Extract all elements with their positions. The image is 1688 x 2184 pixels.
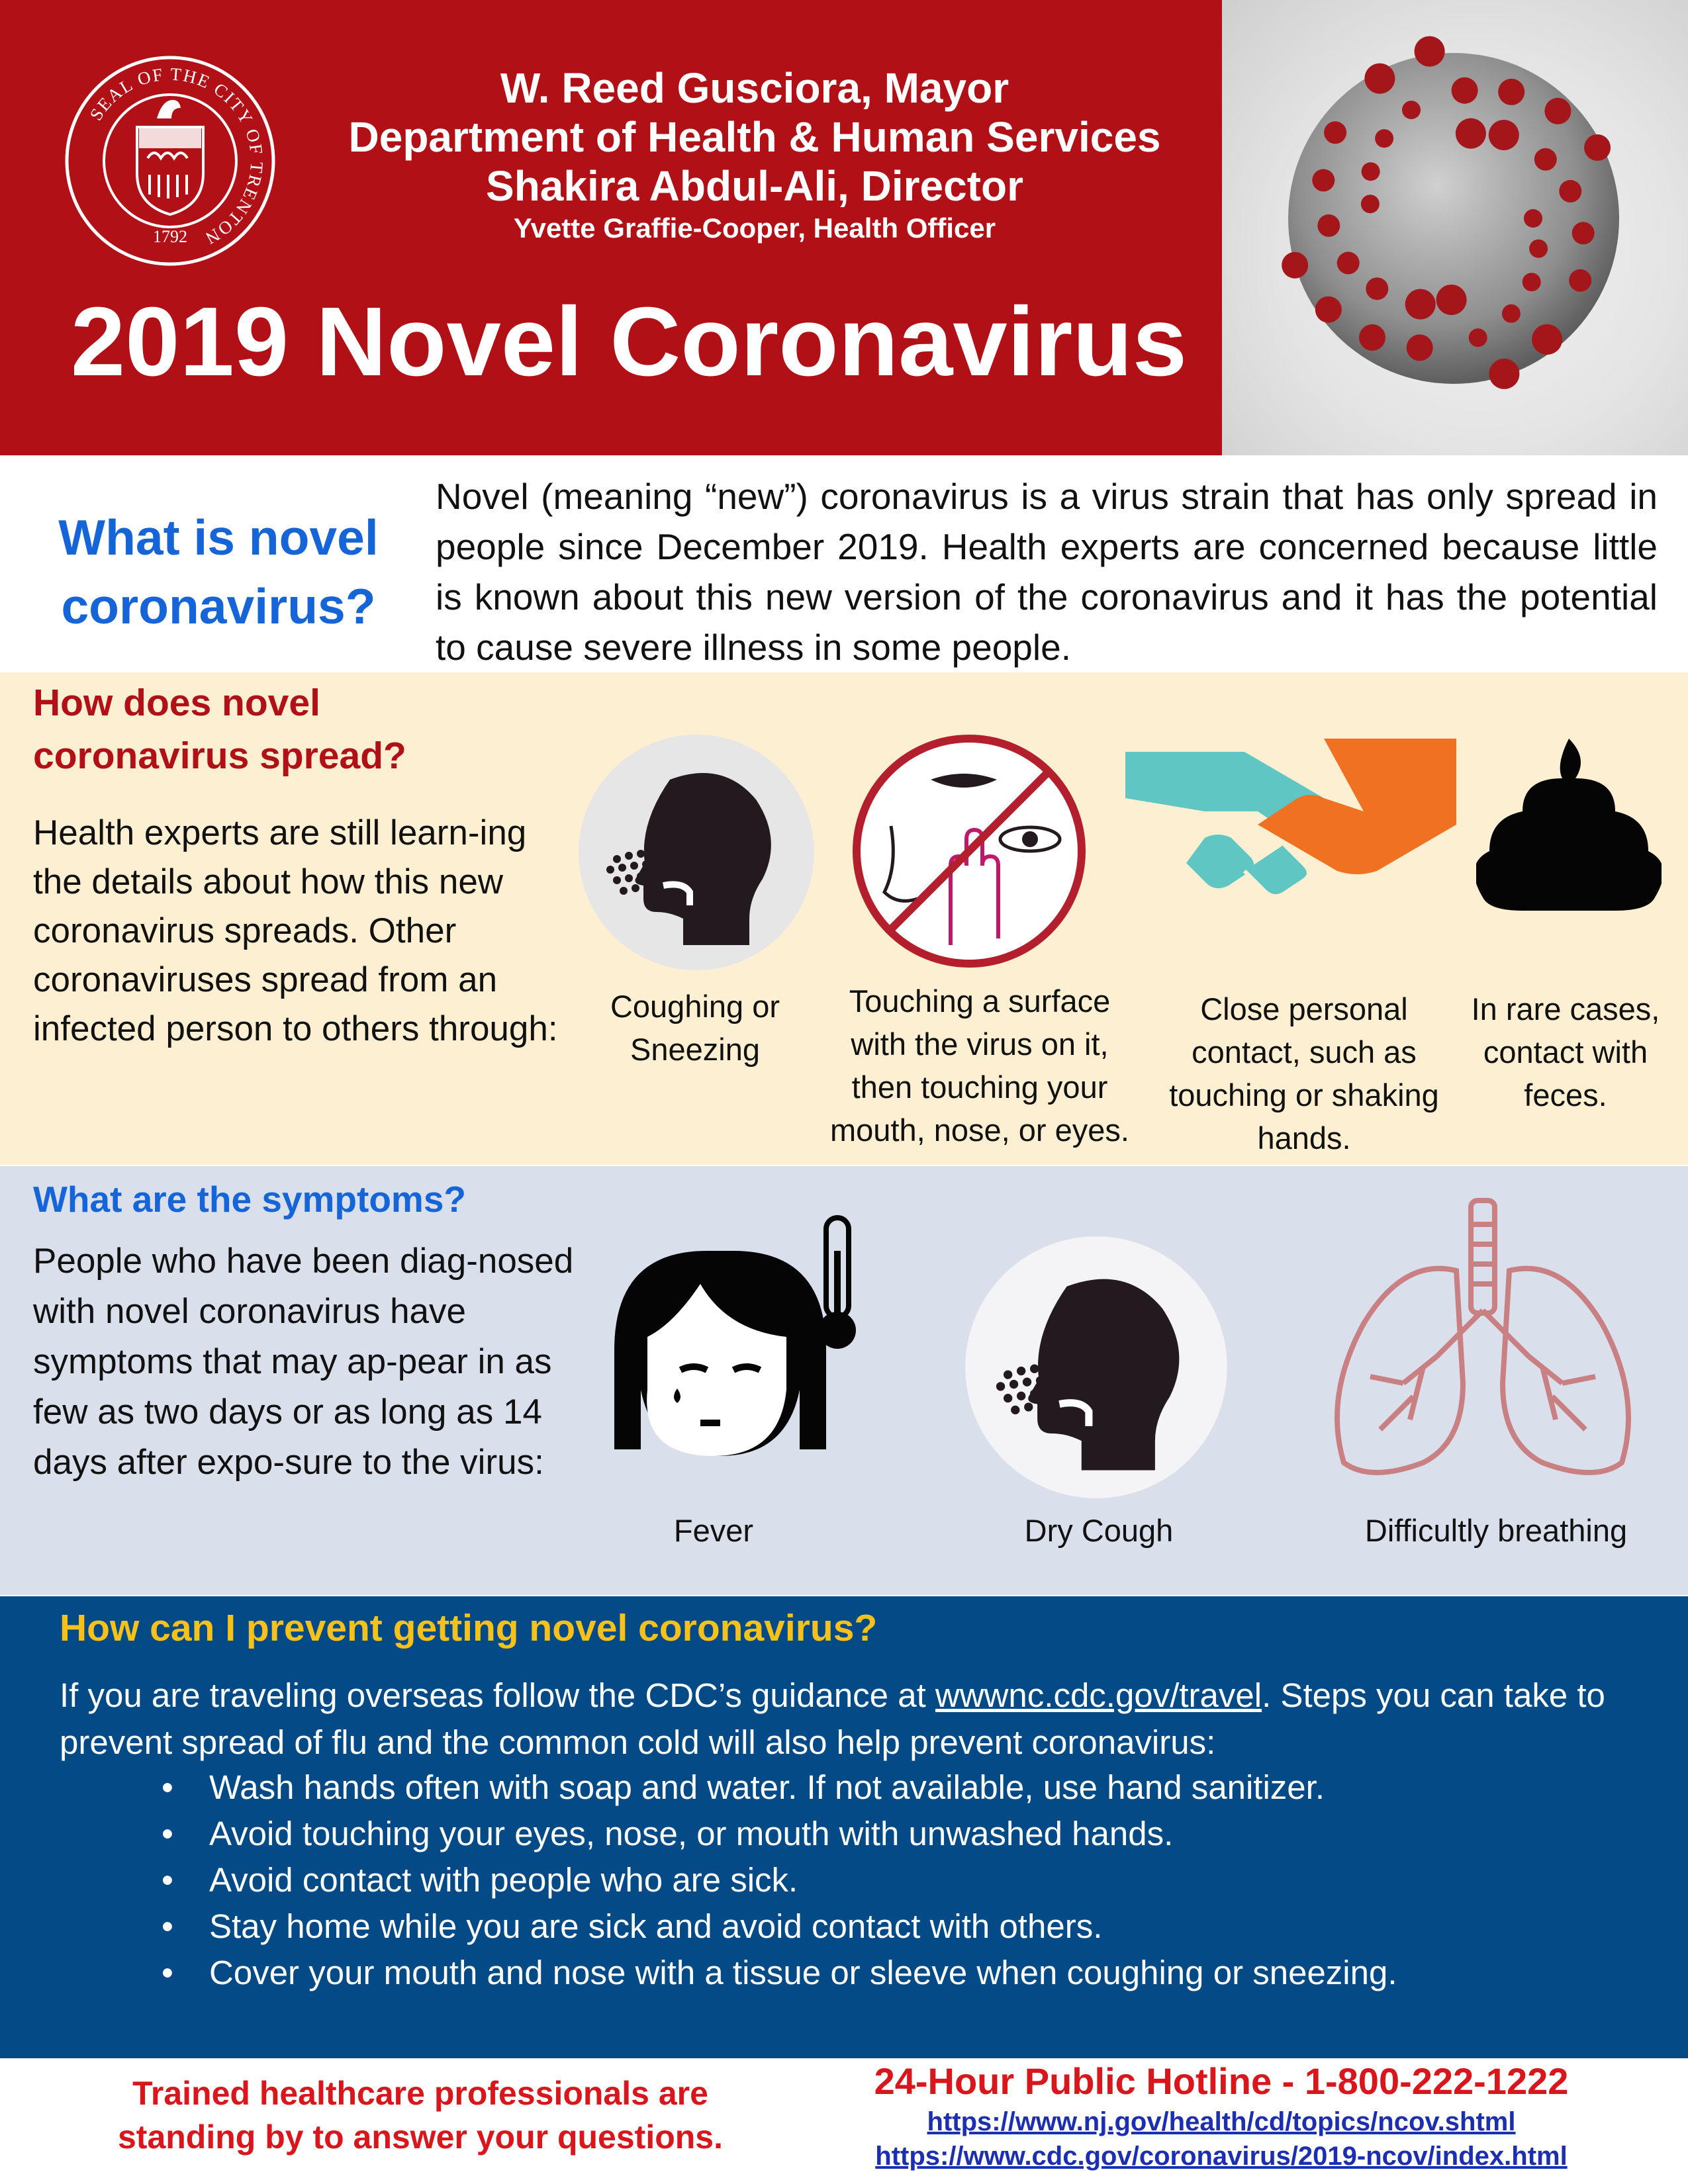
seal-year: 1792 xyxy=(153,227,187,246)
virus-spike-icon xyxy=(1456,118,1486,149)
footer-message: Trained healthcare professionals are standing by to answer your questions. xyxy=(117,2075,723,2156)
virus-spike-icon xyxy=(1359,324,1385,351)
prevent-heading: How can I prevent getting novel coronavirus? xyxy=(60,1607,878,1649)
feces-icon xyxy=(1476,739,1662,911)
dry-cough-icon xyxy=(964,1235,1229,1500)
list-item: • Avoid touching your eyes, nose, or mouth with unwashed hands. xyxy=(156,1811,1652,1857)
virus-spike-icon xyxy=(1317,214,1340,237)
header-text xyxy=(291,64,1218,246)
virus-spike-icon xyxy=(1532,324,1562,355)
handshake-icon xyxy=(1125,725,1470,944)
virus-spike-icon xyxy=(1498,79,1524,105)
coronavirus-illustration-icon xyxy=(1222,0,1688,455)
virus-spike-icon xyxy=(1523,273,1541,291)
spread-caption-contact: Close personal contact, such as touching or shaking hands. xyxy=(1169,991,1439,1156)
prevent-list xyxy=(156,1764,1652,1996)
virus-spike-icon xyxy=(1402,101,1421,119)
list-item: • Cover your mouth and nose with a tissue or sleeve when coughing or sneezing. xyxy=(156,1950,1652,1996)
spread-caption-surface: Touching a surface with the virus on it, then touching your mouth, nose, or eyes. xyxy=(830,983,1129,1148)
symptoms-body: People who have been diag-nosed with novel coronavirus have symptoms that may ap-pear in as few as two days or as long as 14 days after expo-sure to the virus: xyxy=(33,1242,574,1482)
spread-caption-feces: In rare cases, contact with feces. xyxy=(1471,991,1660,1113)
director-line: Shakira Abdul-Ali, Director xyxy=(486,162,1023,210)
symptoms-heading: What are the symptoms? xyxy=(33,1179,467,1220)
spread-body: Health experts are still learn-ing the details about how this new coronavirus spreads. Other coronaviruses spread from an infected person to others through: xyxy=(33,813,558,1048)
virus-spike-icon xyxy=(1362,162,1380,181)
page-title: 2019 Novel Coronavirus xyxy=(70,287,1188,396)
no-touch-face-icon xyxy=(851,733,1087,969)
virus-spike-icon xyxy=(1502,304,1521,323)
virus-spike-icon xyxy=(1364,64,1395,94)
virus-spike-icon xyxy=(1572,222,1595,244)
symptom-label-fever: Fever xyxy=(673,1513,754,1548)
virus-spike-icon xyxy=(1337,251,1360,274)
coughing-head-icon xyxy=(577,733,816,972)
virus-spike-icon xyxy=(1407,334,1433,361)
virus-spike-icon xyxy=(1584,134,1611,161)
virus-spike-icon xyxy=(1529,240,1548,258)
virus-spike-icon xyxy=(1569,269,1591,292)
footer-contacts xyxy=(808,2058,1635,2173)
cdc-coronavirus-link[interactable]: https://www.cdc.gov/coronavirus/2019-ncov/index.html xyxy=(875,2142,1568,2171)
virus-spike-icon xyxy=(1469,328,1487,347)
virus-spike-icon xyxy=(1366,277,1388,300)
virus-spike-icon xyxy=(1544,98,1571,124)
department-line: Department of Health & Human Services xyxy=(348,113,1161,161)
virus-spike-icon xyxy=(1452,77,1478,104)
list-item: • Avoid contact with people who are sick. xyxy=(156,1857,1652,1903)
virus-spike-icon xyxy=(1315,296,1342,323)
seal-ring-text: SEAL OF THE CITY OF TRENTON xyxy=(85,64,267,249)
mayor-line: W. Reed Gusciora, Mayor xyxy=(500,64,1009,112)
virus-spike-icon xyxy=(1489,359,1519,389)
spread-caption-cough: Coughing or Sneezing xyxy=(610,989,780,1067)
virus-spike-icon xyxy=(1489,120,1519,150)
spread-heading: How does novel coronavirus spread? xyxy=(33,682,406,777)
virus-spike-icon xyxy=(1282,252,1308,279)
virus-image xyxy=(1222,0,1688,455)
list-item: • Stay home while you are sick and avoid contact with others. xyxy=(156,1903,1652,1950)
city-seal-icon xyxy=(65,56,275,266)
health-officer-line: Yvette Graffie-Cooper, Health Officer xyxy=(513,212,996,244)
virus-spike-icon xyxy=(1534,148,1557,171)
symptom-label-cough: Dry Cough xyxy=(1024,1513,1174,1548)
prevent-intro: If you are traveling overseas follow the CDC’s guidance at wwwnc.cdc.gov/travel. Steps you can take to prevent spread of flu and the common cold will also help prevent coronavirus: xyxy=(60,1676,1605,1761)
virus-spike-icon xyxy=(1436,285,1467,315)
virus-spike-icon xyxy=(1361,195,1380,213)
virus-spike-icon xyxy=(1559,180,1581,203)
cdc-travel-link[interactable]: wwwnc.cdc.gov/travel xyxy=(935,1676,1262,1714)
virus-spike-icon xyxy=(1524,209,1542,228)
virus-spike-icon xyxy=(1405,289,1436,320)
nj-health-link[interactable]: https://www.nj.gov/health/cd/topics/ncov.shtml xyxy=(927,2107,1516,2136)
hotline-text: 24-Hour Public Hotline - 1-800-222-1222 xyxy=(874,2060,1569,2102)
virus-spike-icon xyxy=(1324,121,1346,144)
virus-spike-icon xyxy=(1375,129,1393,148)
what-is-heading: What is novel coronavirus? xyxy=(58,510,379,634)
symptom-label-breathing: Difficultly breathing xyxy=(1364,1513,1628,1548)
virus-spike-icon xyxy=(1312,169,1335,191)
fever-face-icon xyxy=(608,1211,872,1489)
lungs-icon xyxy=(1324,1198,1642,1489)
what-is-body: Novel (meaning “new”) coronavirus is a virus strain that has only spread in people since December 2019. Health experts are concerned because little is known about this new version of the coronavirus and it has the potential to cause severe illness in some people. xyxy=(436,476,1658,668)
list-item: • Wash hands often with soap and water. If not available, use hand sanitizer. xyxy=(156,1764,1652,1811)
virus-spike-icon xyxy=(1415,36,1445,67)
